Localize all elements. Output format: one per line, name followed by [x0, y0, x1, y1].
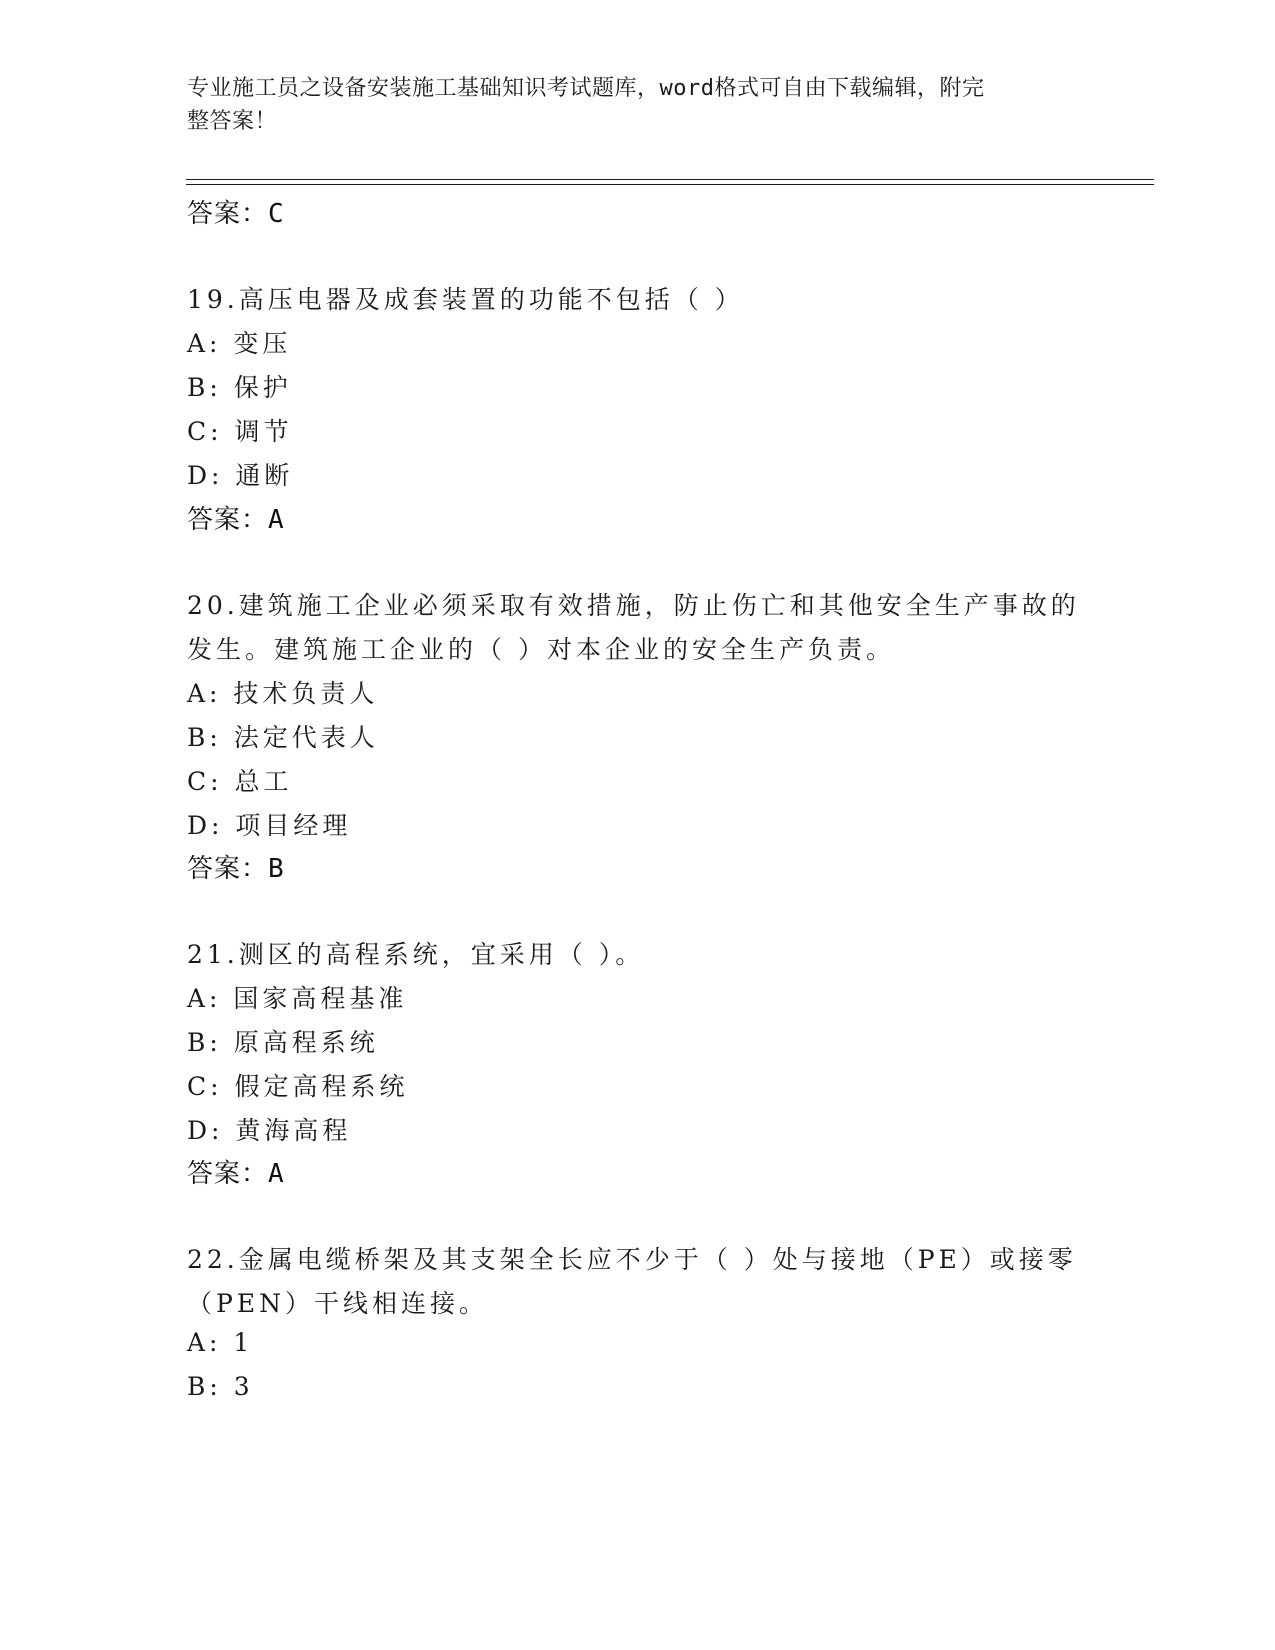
- question-20-option-c: C: 总工: [187, 767, 293, 796]
- question-19-stem: 19.高压电器及成套装置的功能不包括（ ）: [187, 285, 744, 314]
- question-20-stem-line-2: 发生。建筑施工企业的（ ）对本企业的安全生产负责。: [187, 635, 895, 664]
- header-divider-bottom: [186, 184, 1154, 185]
- question-19-option-b: B: 保护: [187, 373, 292, 402]
- previous-answer: 答案：C: [187, 199, 285, 229]
- question-19-option-a: A: 变压: [187, 329, 292, 358]
- question-21-option-d: D: 黄海高程: [187, 1116, 352, 1145]
- question-20-answer: 答案：B: [187, 854, 285, 884]
- document-header: [187, 72, 1067, 138]
- header-line-2: 整答案！: [187, 109, 278, 134]
- question-20-option-d: D: 项目经理: [187, 811, 352, 840]
- question-20-option-b: B: 法定代表人: [187, 723, 379, 752]
- question-21-stem: 21.测区的高程系统，宜采用（ ）。: [187, 940, 645, 969]
- question-21-option-b: B: 原高程系统: [187, 1028, 379, 1057]
- question-19-option-c: C: 调节: [187, 417, 293, 446]
- question-22-option-a: A: 1: [187, 1328, 254, 1357]
- question-21-option-c: C: 假定高程系统: [187, 1072, 409, 1101]
- header-divider-top: [186, 179, 1154, 180]
- question-21-answer: 答案：A: [187, 1159, 285, 1189]
- question-19-answer: 答案：A: [187, 505, 285, 535]
- question-22-stem-line-2: （PEN）干线相连接。: [187, 1289, 488, 1318]
- question-22-stem-line-1: 22.金属电缆桥架及其支架全长应不少于（ ）处与接地（PE）或接零: [187, 1245, 1077, 1274]
- question-22-option-b: B: 3: [187, 1372, 254, 1401]
- question-21-option-a: A: 国家高程基准: [187, 984, 408, 1013]
- question-19-option-d: D: 通断: [187, 461, 294, 490]
- question-20-option-a: A: 技术负责人: [187, 679, 379, 708]
- header-line-1: 专业施工员之设备安装施工基础知识考试题库，word格式可自由下载编辑，附完: [187, 76, 985, 101]
- question-20-stem-line-1: 20.建筑施工企业必须采取有效措施，防止伤亡和其他安全生产事故的: [187, 591, 1080, 620]
